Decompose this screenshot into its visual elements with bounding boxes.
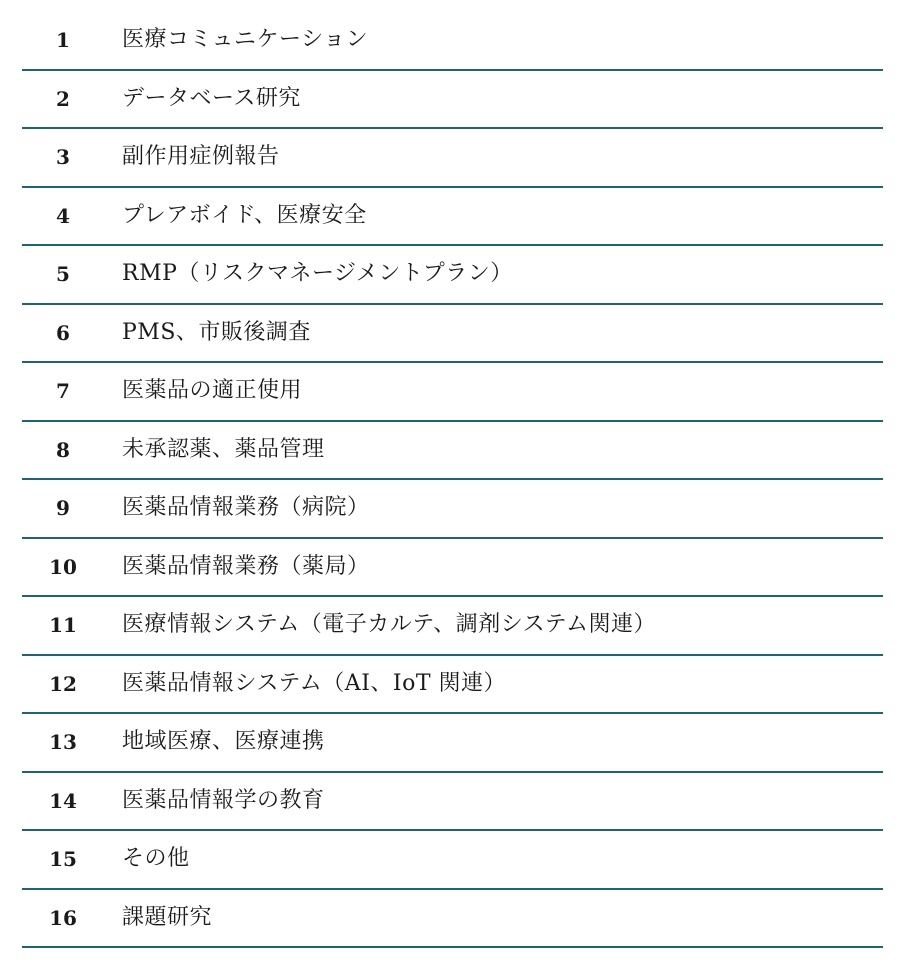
table-row [22, 422, 883, 481]
row-number: 16 [49, 905, 77, 930]
row-label: 副作用症例報告 [122, 144, 280, 170]
row-number: 12 [49, 671, 77, 696]
row-number: 1 [56, 28, 70, 53]
row-label: 医薬品情報学の教育 [122, 787, 325, 813]
table-row [22, 188, 883, 247]
row-label: PMS、市販後調査 [122, 319, 311, 345]
row-number: 9 [56, 496, 70, 521]
row-label: 未承認薬、薬品管理 [122, 436, 325, 462]
table-row [22, 714, 883, 773]
row-number: 3 [56, 145, 70, 170]
table-row [22, 890, 883, 949]
table-row [22, 539, 883, 598]
row-number: 13 [49, 730, 77, 755]
row-label: その他 [122, 846, 190, 872]
row-label: 医薬品の適正使用 [122, 378, 303, 404]
row-label: 地域医療、医療連携 [122, 729, 325, 755]
row-label: RMP（リスクマネージメントプラン） [122, 261, 513, 287]
row-number: 14 [49, 788, 77, 813]
table-row [22, 773, 883, 832]
row-number: 7 [56, 379, 70, 404]
row-number: 15 [49, 847, 77, 872]
row-number: 11 [49, 613, 77, 638]
table-row [22, 363, 883, 422]
table-row [22, 305, 883, 364]
row-number: 5 [56, 262, 70, 287]
table-row [22, 656, 883, 715]
row-label: 医薬品情報業務（薬局） [122, 553, 370, 579]
row-label: 課題研究 [122, 904, 213, 930]
row-label: 医薬品情報システム（AI、IoT 関連） [122, 670, 506, 696]
table-row [22, 597, 883, 656]
row-label: 医療情報システム（電子カルテ、調剤システム関連） [122, 612, 657, 638]
row-number: 10 [49, 554, 77, 579]
table-row [22, 480, 883, 539]
table-row [22, 71, 883, 130]
row-number: 6 [56, 320, 70, 345]
row-label: 医療コミュニケーション [122, 27, 369, 53]
row-label: プレアボイド、医療安全 [122, 202, 367, 228]
table-row [22, 246, 883, 305]
row-label: データベース研究 [122, 85, 301, 111]
topic-list [22, 12, 883, 948]
row-number: 2 [56, 86, 70, 111]
row-number: 4 [56, 203, 70, 228]
row-label: 医薬品情報業務（病院） [122, 495, 370, 521]
table-row [22, 831, 883, 890]
table-row [22, 12, 883, 71]
table-row [22, 129, 883, 188]
row-number: 8 [56, 437, 70, 462]
